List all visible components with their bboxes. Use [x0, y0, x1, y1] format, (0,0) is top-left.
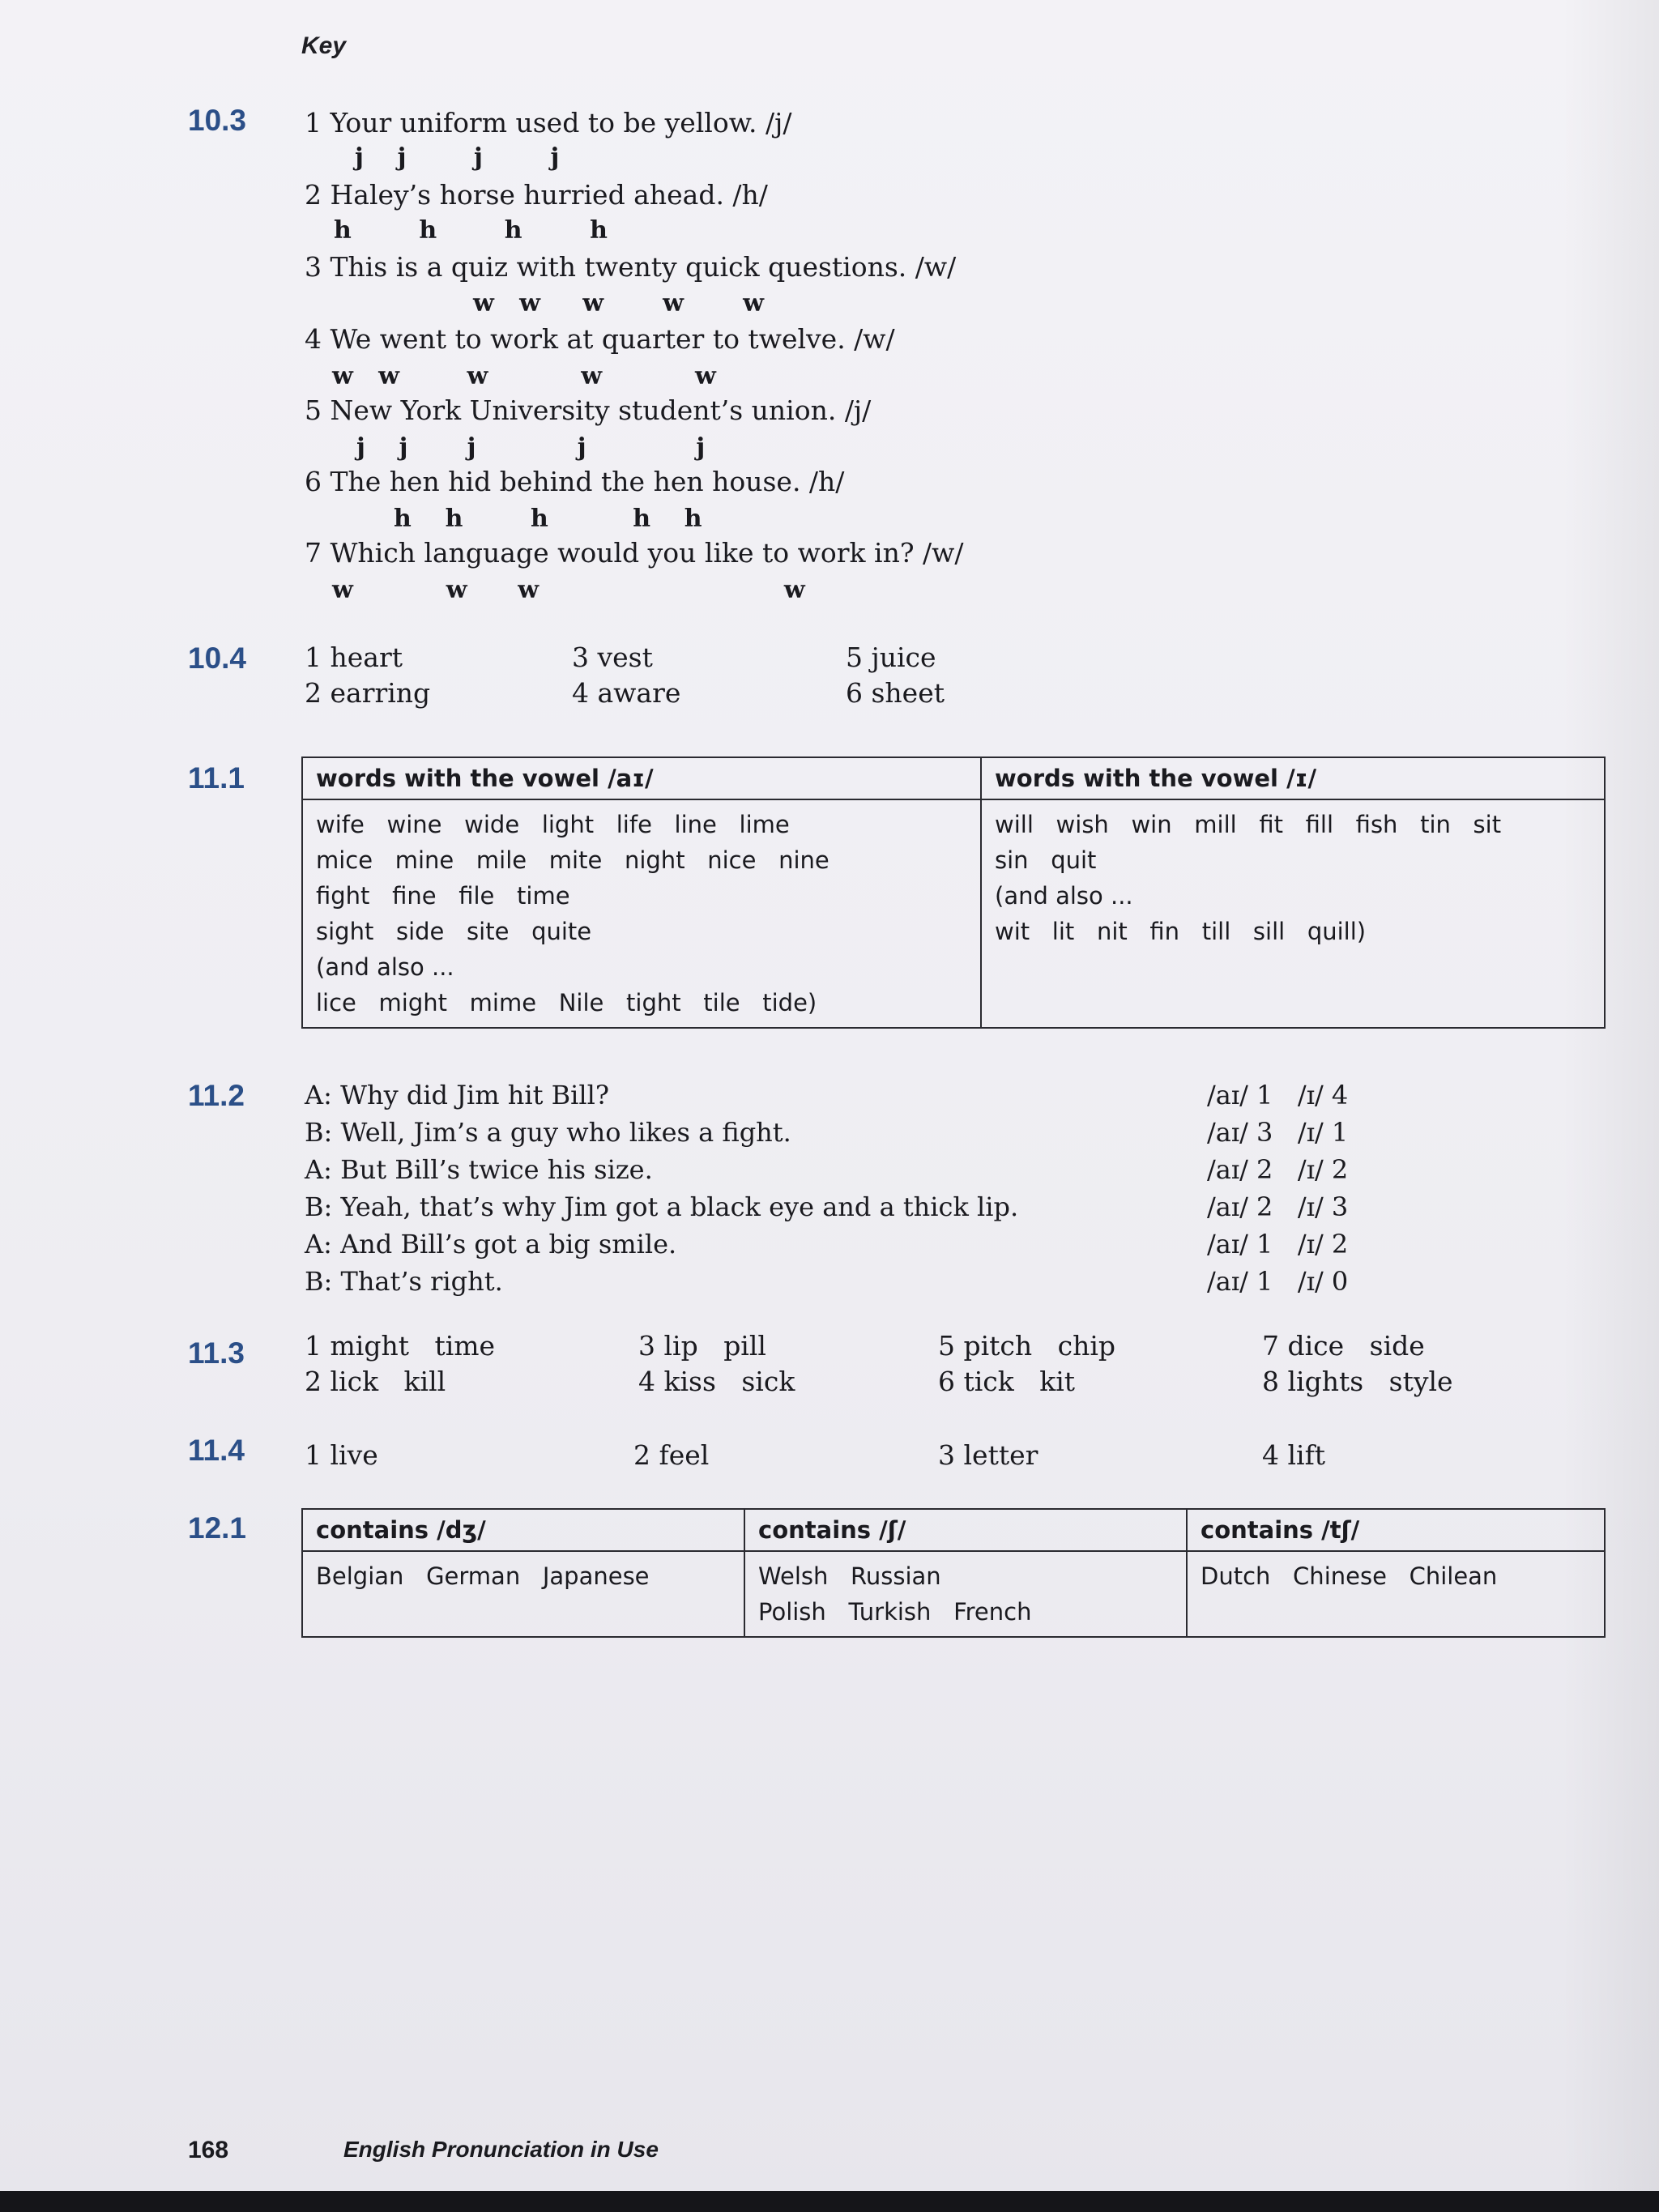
- list-item: sin quit: [995, 846, 1097, 874]
- cell-vowel-ai-words: [302, 799, 981, 1028]
- answers-10-4-col3: [846, 640, 945, 711]
- scan-bottom-edge: [0, 2191, 1659, 2212]
- header-contains-ch: contains /tʃ/: [1187, 1509, 1605, 1551]
- list-item: (and also ...: [995, 882, 1133, 910]
- dialogue-line-6: B: That’s right.: [305, 1266, 503, 1297]
- answer-11-3-1: 1 might time: [305, 1330, 496, 1362]
- list-item: mice mine mile mite night nice nine: [316, 846, 830, 874]
- vowel-count-1: /aɪ/ 1 /ɪ/ 4: [1207, 1080, 1349, 1110]
- section-number-11-3: 11.3: [188, 1336, 245, 1370]
- answer-10-4-2: 2 earring: [305, 677, 431, 709]
- consonant-table-12-1: [301, 1508, 1606, 1638]
- section-number-10-4: 10.4: [188, 641, 247, 675]
- answer-10-4-6: 6 sheet: [846, 677, 945, 709]
- answer-11-3-7: 7 dice side: [1262, 1330, 1425, 1362]
- vowel-count-5: /aɪ/ 1 /ɪ/ 2: [1207, 1229, 1349, 1259]
- item-10-3-6: 6 The hen hid behind the hen house. /h/: [305, 466, 845, 497]
- item-10-3-3: 3 This is a quiz with twenty quick questions. /w/: [305, 251, 957, 283]
- list-item: Dutch Chinese Chilean: [1201, 1562, 1498, 1590]
- item-10-3-1: 1 Your uniform used to be yellow. /j/: [305, 107, 792, 139]
- item-10-3-2: 2 Haley’s horse hurried ahead. /h/: [305, 179, 768, 211]
- book-title: English Pronunciation in Use: [343, 2137, 659, 2162]
- header-vowel-ai: words with the vowel /aɪ/: [302, 757, 981, 799]
- dialogue-line-1: A: Why did Jim hit Bill?: [305, 1080, 610, 1110]
- section-number-11-4: 11.4: [188, 1434, 245, 1467]
- answers-10-4-col1: [305, 640, 430, 711]
- answer-11-3-4: 4 kiss sick: [638, 1366, 795, 1397]
- answers-11-3-col3: [938, 1328, 1115, 1400]
- answers-11-3-col1: [305, 1328, 495, 1400]
- answer-10-4-4: 4 aware: [572, 677, 681, 709]
- cell-vowel-i-words: [981, 799, 1605, 1028]
- list-item: lice might mime Nile tight tile tide): [316, 989, 817, 1016]
- marks-10-3-3: w w w w w: [473, 289, 764, 318]
- answer-10-4-1: 1 heart: [305, 641, 403, 673]
- answer-10-4-3: 3 vest: [572, 641, 653, 673]
- answer-11-3-6: 6 tick kit: [938, 1366, 1076, 1397]
- answer-11-3-3: 3 lip pill: [638, 1330, 766, 1362]
- vowel-count-6: /aɪ/ 1 /ɪ/ 0: [1207, 1266, 1349, 1297]
- vowel-count-4: /aɪ/ 2 /ɪ/ 3: [1207, 1191, 1349, 1222]
- header-vowel-i: words with the vowel /ɪ/: [981, 757, 1605, 799]
- page-number: 168: [188, 2137, 229, 2163]
- dialogue-line-3: A: But Bill’s twice his size.: [305, 1154, 653, 1185]
- header-contains-sh: contains /ʃ/: [744, 1509, 1187, 1551]
- list-item: Polish Turkish French: [758, 1598, 1032, 1626]
- list-item: Belgian German Japanese: [316, 1562, 650, 1590]
- answer-11-3-8: 8 lights style: [1262, 1366, 1453, 1397]
- dialogue-line-5: A: And Bill’s got a big smile.: [305, 1229, 677, 1259]
- marks-10-3-7: w w w w: [332, 576, 805, 604]
- marks-10-3-6: h h h h h: [394, 505, 702, 533]
- item-10-3-5: 5 New York University student’s union. /j/: [305, 394, 872, 426]
- list-item: will wish win mill fit fill fish tin sit: [995, 811, 1502, 838]
- list-item: Welsh Russian: [758, 1562, 941, 1590]
- answer-11-4-3: 3 letter: [938, 1439, 1038, 1471]
- vowel-table-11-1: [301, 757, 1606, 1029]
- item-10-3-7: 7 Which language would you like to work in? /w/: [305, 537, 964, 569]
- answers-11-3-col4: [1262, 1328, 1453, 1400]
- page-edge-shadow: [1562, 0, 1659, 2212]
- list-item: wife wine wide light life line lime: [316, 811, 790, 838]
- item-10-3-4: 4 We went to work at quarter to twelve. /w/: [305, 323, 895, 355]
- cell-contains-ch: [1187, 1551, 1605, 1637]
- vowel-count-2: /aɪ/ 3 /ɪ/ 1: [1207, 1117, 1349, 1148]
- answer-11-3-5: 5 pitch chip: [938, 1330, 1116, 1362]
- answer-11-4-2: 2 feel: [633, 1439, 710, 1471]
- answers-10-4-col2: [572, 640, 680, 711]
- answer-11-4-4: 4 lift: [1262, 1439, 1326, 1471]
- marks-10-3-5: j j j j j: [356, 433, 706, 462]
- list-item: fight fine file time: [316, 882, 570, 910]
- answers-11-3-col2: [638, 1328, 795, 1400]
- page-header-key: Key: [301, 32, 347, 59]
- marks-10-3-2: h h h h: [334, 216, 608, 245]
- answer-10-4-5: 5 juice: [846, 641, 936, 673]
- dialogue-line-2: B: Well, Jim’s a guy who likes a fight.: [305, 1117, 791, 1148]
- cell-contains-sh: [744, 1551, 1187, 1637]
- list-item: sight side site quite: [316, 918, 592, 945]
- list-item: (and also ...: [316, 953, 454, 981]
- section-number-11-2: 11.2: [188, 1079, 245, 1112]
- list-item: wit lit nit fin till sill quill): [995, 918, 1367, 945]
- section-number-11-1: 11.1: [188, 761, 245, 795]
- dialogue-line-4: B: Yeah, that’s why Jim got a black eye and a thick lip.: [305, 1191, 1019, 1222]
- answer-11-3-2: 2 lick kill: [305, 1366, 446, 1397]
- marks-10-3-1: j j j j: [355, 143, 560, 172]
- marks-10-3-4: w w w w w: [332, 362, 716, 390]
- header-contains-dz: contains /dʒ/: [302, 1509, 744, 1551]
- answer-11-4-1: 1 live: [305, 1439, 378, 1471]
- vowel-count-3: /aɪ/ 2 /ɪ/ 2: [1207, 1154, 1349, 1185]
- section-number-12-1: 12.1: [188, 1511, 247, 1545]
- section-number-10-3: 10.3: [188, 104, 247, 137]
- cell-contains-dz: [302, 1551, 744, 1637]
